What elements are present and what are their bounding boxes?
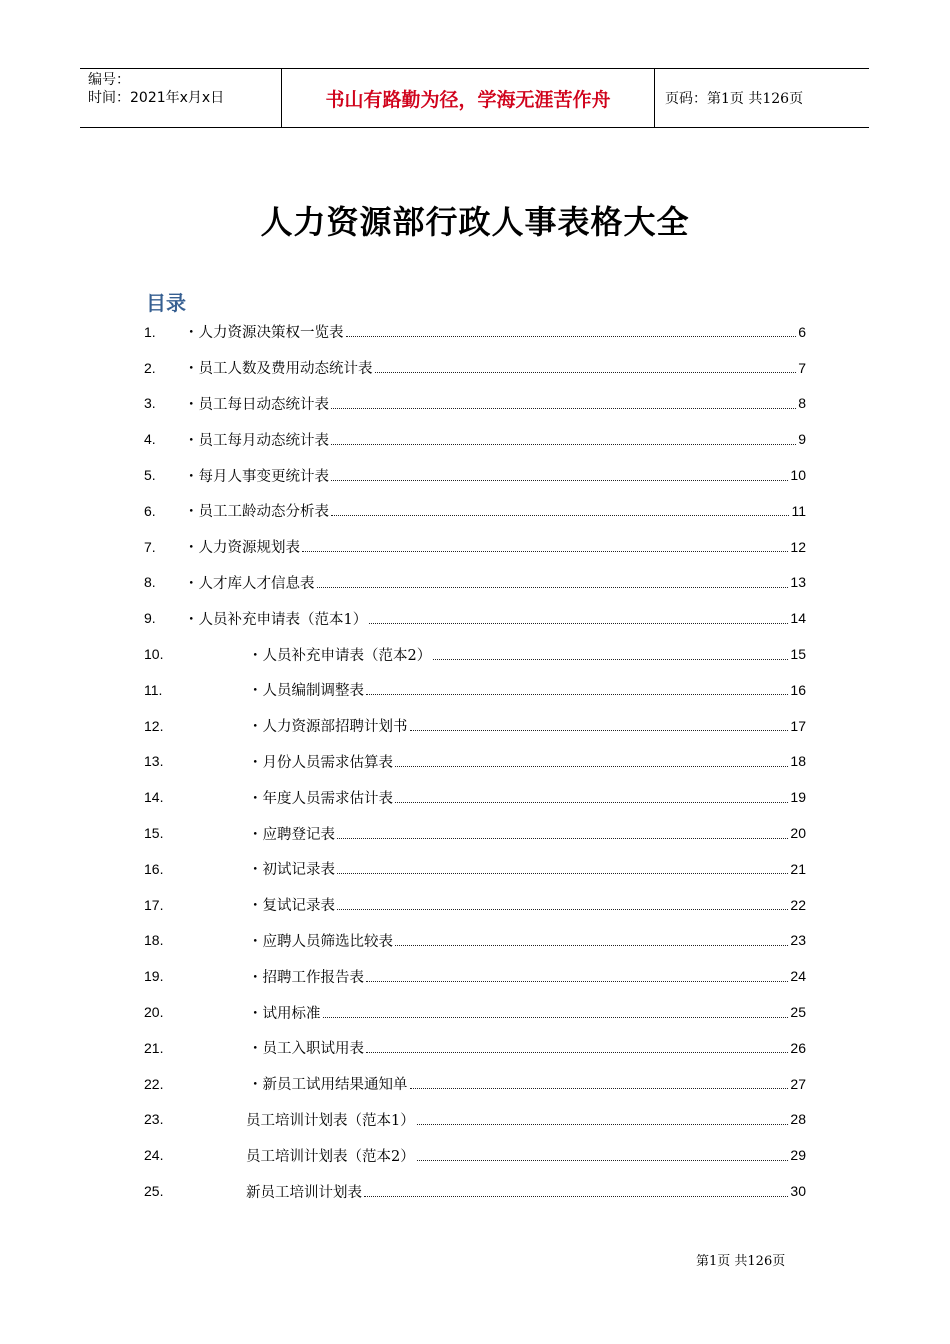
- toc-entry[interactable]: [144, 958, 806, 994]
- toc-entry-title[interactable]: 员工培训计划表（范本1）: [246, 1112, 415, 1129]
- toc-entry-page: 25: [790, 1004, 806, 1021]
- toc-entry-title[interactable]: ・试用标准: [248, 1005, 321, 1022]
- toc-entry-page: 13: [790, 574, 806, 591]
- toc-entry-page: 14: [790, 610, 806, 627]
- toc-entry-number: 6.: [144, 502, 156, 519]
- toc-entry-page: 6: [798, 323, 806, 340]
- toc-leader-dots: [331, 444, 796, 445]
- toc-entry[interactable]: [144, 923, 806, 959]
- toc-entry-page: 27: [790, 1075, 806, 1092]
- toc-entry[interactable]: [144, 529, 806, 565]
- toc-entry[interactable]: [144, 1030, 806, 1066]
- toc-leader-dots: [417, 1124, 789, 1125]
- toc-entry-number: 19.: [144, 968, 164, 985]
- toc-entry-number: 15.: [144, 825, 164, 842]
- page-footer: 第1页 共126页: [696, 1254, 786, 1269]
- toc-entry-number: 18.: [144, 932, 164, 949]
- toc-entry-title[interactable]: ・招聘工作报告表: [248, 969, 364, 986]
- toc-entry-page: 7: [798, 359, 806, 376]
- toc-entry-title[interactable]: ・员工入职试用表: [248, 1041, 364, 1058]
- toc-entry-title[interactable]: ・初试记录表: [248, 862, 335, 879]
- toc-entry-number: 1.: [144, 323, 156, 340]
- toc-leader-dots: [366, 1052, 788, 1053]
- toc-entry-line: [184, 429, 806, 450]
- toc-entry-number: 16.: [144, 860, 164, 877]
- toc-entry-number: 23.: [144, 1111, 164, 1128]
- toc-entry[interactable]: [144, 851, 806, 887]
- toc-entry[interactable]: [144, 1066, 806, 1102]
- toc-entry-title[interactable]: ・员工每日动态统计表: [184, 396, 329, 413]
- toc-leader-dots: [366, 981, 788, 982]
- toc-entry-number: 4.: [144, 431, 156, 448]
- toc-entry[interactable]: [144, 314, 806, 350]
- toc-entry-line: [184, 536, 806, 557]
- toc-leader-dots: [331, 480, 788, 481]
- toc-leader-dots: [331, 408, 796, 409]
- toc-entry-page: 15: [790, 646, 806, 663]
- toc-entry[interactable]: [144, 350, 806, 386]
- toc-entry[interactable]: [144, 744, 806, 780]
- toc-entry-line: [246, 1181, 806, 1202]
- toc-leader-dots: [366, 694, 788, 695]
- toc-entry-title[interactable]: ・员工工龄动态分析表: [184, 504, 329, 521]
- toc-entry-line: [248, 1002, 806, 1023]
- toc-entry-page: 23: [790, 932, 806, 949]
- toc-entry-title[interactable]: ・复试记录表: [248, 898, 335, 915]
- toc-entry[interactable]: [144, 779, 806, 815]
- toc-entry-title[interactable]: 新员工培训计划表: [246, 1184, 362, 1201]
- toc-entry[interactable]: [144, 457, 806, 493]
- toc-entry-title[interactable]: ・人员编制调整表: [248, 683, 364, 700]
- toc-leader-dots: [417, 1160, 789, 1161]
- toc-leader-dots: [369, 623, 788, 624]
- toc-entry-page: 30: [790, 1183, 806, 1200]
- toc-entry-title[interactable]: ・年度人员需求估计表: [248, 790, 393, 807]
- toc-entry-number: 9.: [144, 610, 156, 627]
- toc-entry-title[interactable]: ・人力资源部招聘计划书: [248, 719, 408, 736]
- toc-leader-dots: [395, 802, 788, 803]
- toc-heading: 目录: [146, 291, 186, 315]
- table-of-contents: [144, 314, 806, 1209]
- toc-entry-title[interactable]: ・人员补充申请表（范本1）: [184, 611, 368, 628]
- toc-entry-number: 21.: [144, 1039, 164, 1056]
- toc-entry-title[interactable]: 员工培训计划表（范本2）: [246, 1148, 415, 1165]
- toc-entry-page: 19: [790, 789, 806, 806]
- toc-entry-number: 10.: [144, 646, 164, 663]
- toc-entry-page: 9: [798, 431, 806, 448]
- toc-entry-page: 16: [790, 681, 806, 698]
- toc-entry-number: 8.: [144, 574, 156, 591]
- toc-entry-number: 20.: [144, 1004, 164, 1021]
- toc-entry[interactable]: [144, 421, 806, 457]
- toc-entry-page: 26: [790, 1039, 806, 1056]
- toc-entry-number: 2.: [144, 359, 156, 376]
- toc-entry-line: [248, 858, 806, 879]
- toc-leader-dots: [337, 873, 788, 874]
- toc-entry-page: 10: [790, 467, 806, 484]
- toc-entry-line: [184, 393, 806, 414]
- toc-entry-number: 22.: [144, 1075, 164, 1092]
- toc-entry-page: 20: [790, 825, 806, 842]
- toc-leader-dots: [302, 551, 788, 552]
- toc-entry-title[interactable]: ・应聘登记表: [248, 826, 335, 843]
- toc-entry-line: [248, 1037, 806, 1058]
- toc-entry-line: [184, 321, 806, 342]
- toc-entry-line: [248, 715, 806, 736]
- toc-entry-title[interactable]: ・人力资源规划表: [184, 540, 300, 557]
- toc-entry-line: [248, 679, 806, 700]
- toc-entry-page: 11: [791, 502, 806, 519]
- toc-entry[interactable]: [144, 1173, 806, 1209]
- toc-entry-line: [184, 465, 806, 486]
- toc-entry-number: 24.: [144, 1147, 164, 1164]
- toc-entry-title[interactable]: ・新员工试用结果通知单: [248, 1077, 408, 1094]
- toc-entry-line: [248, 930, 806, 951]
- page-header: [80, 68, 869, 128]
- toc-entry-page: 28: [790, 1111, 806, 1128]
- toc-entry-number: 3.: [144, 395, 156, 412]
- toc-entry[interactable]: [144, 672, 806, 708]
- toc-entry[interactable]: [144, 493, 806, 529]
- toc-entry-title[interactable]: ・人员补充申请表（范本2）: [248, 647, 432, 664]
- toc-entry-title[interactable]: ・月份人员需求估算表: [248, 754, 393, 771]
- toc-entry-title[interactable]: ・员工人数及费用动态统计表: [184, 361, 373, 378]
- header-time: 时间：2021年x月x日: [88, 90, 225, 106]
- toc-entry[interactable]: [144, 565, 806, 601]
- toc-leader-dots: [337, 909, 788, 910]
- toc-leader-dots: [323, 1017, 789, 1018]
- header-meta: [80, 69, 282, 127]
- toc-entry[interactable]: [144, 994, 806, 1030]
- toc-entry-page: 22: [790, 896, 806, 913]
- toc-entry-number: 13.: [144, 753, 164, 770]
- toc-entry[interactable]: [144, 815, 806, 851]
- toc-entry-number: 12.: [144, 717, 164, 734]
- toc-entry-line: [248, 787, 806, 808]
- toc-entry-line: [248, 644, 806, 665]
- toc-entry[interactable]: [144, 887, 806, 923]
- toc-leader-dots: [364, 1196, 788, 1197]
- toc-leader-dots: [395, 945, 788, 946]
- toc-entry[interactable]: [144, 708, 806, 744]
- toc-entry-page: 12: [790, 538, 806, 555]
- header-number: 编号：: [88, 72, 130, 88]
- toc-leader-dots: [395, 766, 788, 767]
- toc-entry-line: [246, 1145, 806, 1166]
- toc-entry-page: 24: [790, 968, 806, 985]
- toc-leader-dots: [317, 587, 789, 588]
- toc-entry-number: 11.: [144, 681, 163, 698]
- toc-entry-number: 14.: [144, 789, 164, 806]
- toc-entry-title[interactable]: ・人力资源决策权一览表: [184, 325, 344, 342]
- toc-entry-line: [184, 572, 806, 593]
- toc-entry-title[interactable]: ・员工每月动态统计表: [184, 432, 329, 449]
- toc-entry-line: [248, 751, 806, 772]
- toc-entry-number: 17.: [144, 896, 164, 913]
- toc-leader-dots: [375, 372, 797, 373]
- toc-entry-number: 7.: [144, 538, 156, 555]
- toc-leader-dots: [433, 659, 788, 660]
- header-page: 页码：第1页 共126页: [665, 91, 804, 107]
- toc-entry-title[interactable]: ・每月人事变更统计表: [184, 468, 329, 485]
- toc-entry[interactable]: [144, 600, 806, 636]
- toc-leader-dots: [331, 515, 789, 516]
- toc-entry-number: 5.: [144, 467, 156, 484]
- header-motto: 书山有路勤为径，学海无涯苦作舟: [282, 69, 655, 127]
- toc-entry-title[interactable]: ・人才库人才信息表: [184, 575, 315, 592]
- toc-entry-line: [248, 966, 806, 987]
- toc-entry-page: 8: [798, 395, 806, 412]
- toc-leader-dots: [346, 336, 797, 337]
- document-title: 人力资源部行政人事表格大全: [260, 203, 690, 241]
- toc-entry[interactable]: [144, 1102, 806, 1138]
- toc-leader-dots: [337, 838, 788, 839]
- toc-entry-page: 18: [790, 753, 806, 770]
- toc-entry[interactable]: [144, 636, 806, 672]
- toc-leader-dots: [410, 1088, 789, 1089]
- toc-entry-page: 29: [790, 1147, 806, 1164]
- toc-entry-line: [184, 357, 806, 378]
- toc-entry-line: [246, 1109, 806, 1130]
- toc-entry-page: 21: [790, 860, 806, 877]
- toc-entry-line: [184, 608, 806, 629]
- toc-entry-line: [248, 894, 806, 915]
- toc-entry-number: 25.: [144, 1183, 164, 1200]
- toc-entry[interactable]: [144, 386, 806, 422]
- toc-entry-line: [248, 1073, 806, 1094]
- toc-entry[interactable]: [144, 1137, 806, 1173]
- toc-leader-dots: [410, 730, 789, 731]
- toc-entry-title[interactable]: ・应聘人员筛选比较表: [248, 933, 393, 950]
- toc-entry-page: 17: [790, 717, 806, 734]
- toc-entry-line: [248, 823, 806, 844]
- toc-entry-line: [184, 500, 806, 521]
